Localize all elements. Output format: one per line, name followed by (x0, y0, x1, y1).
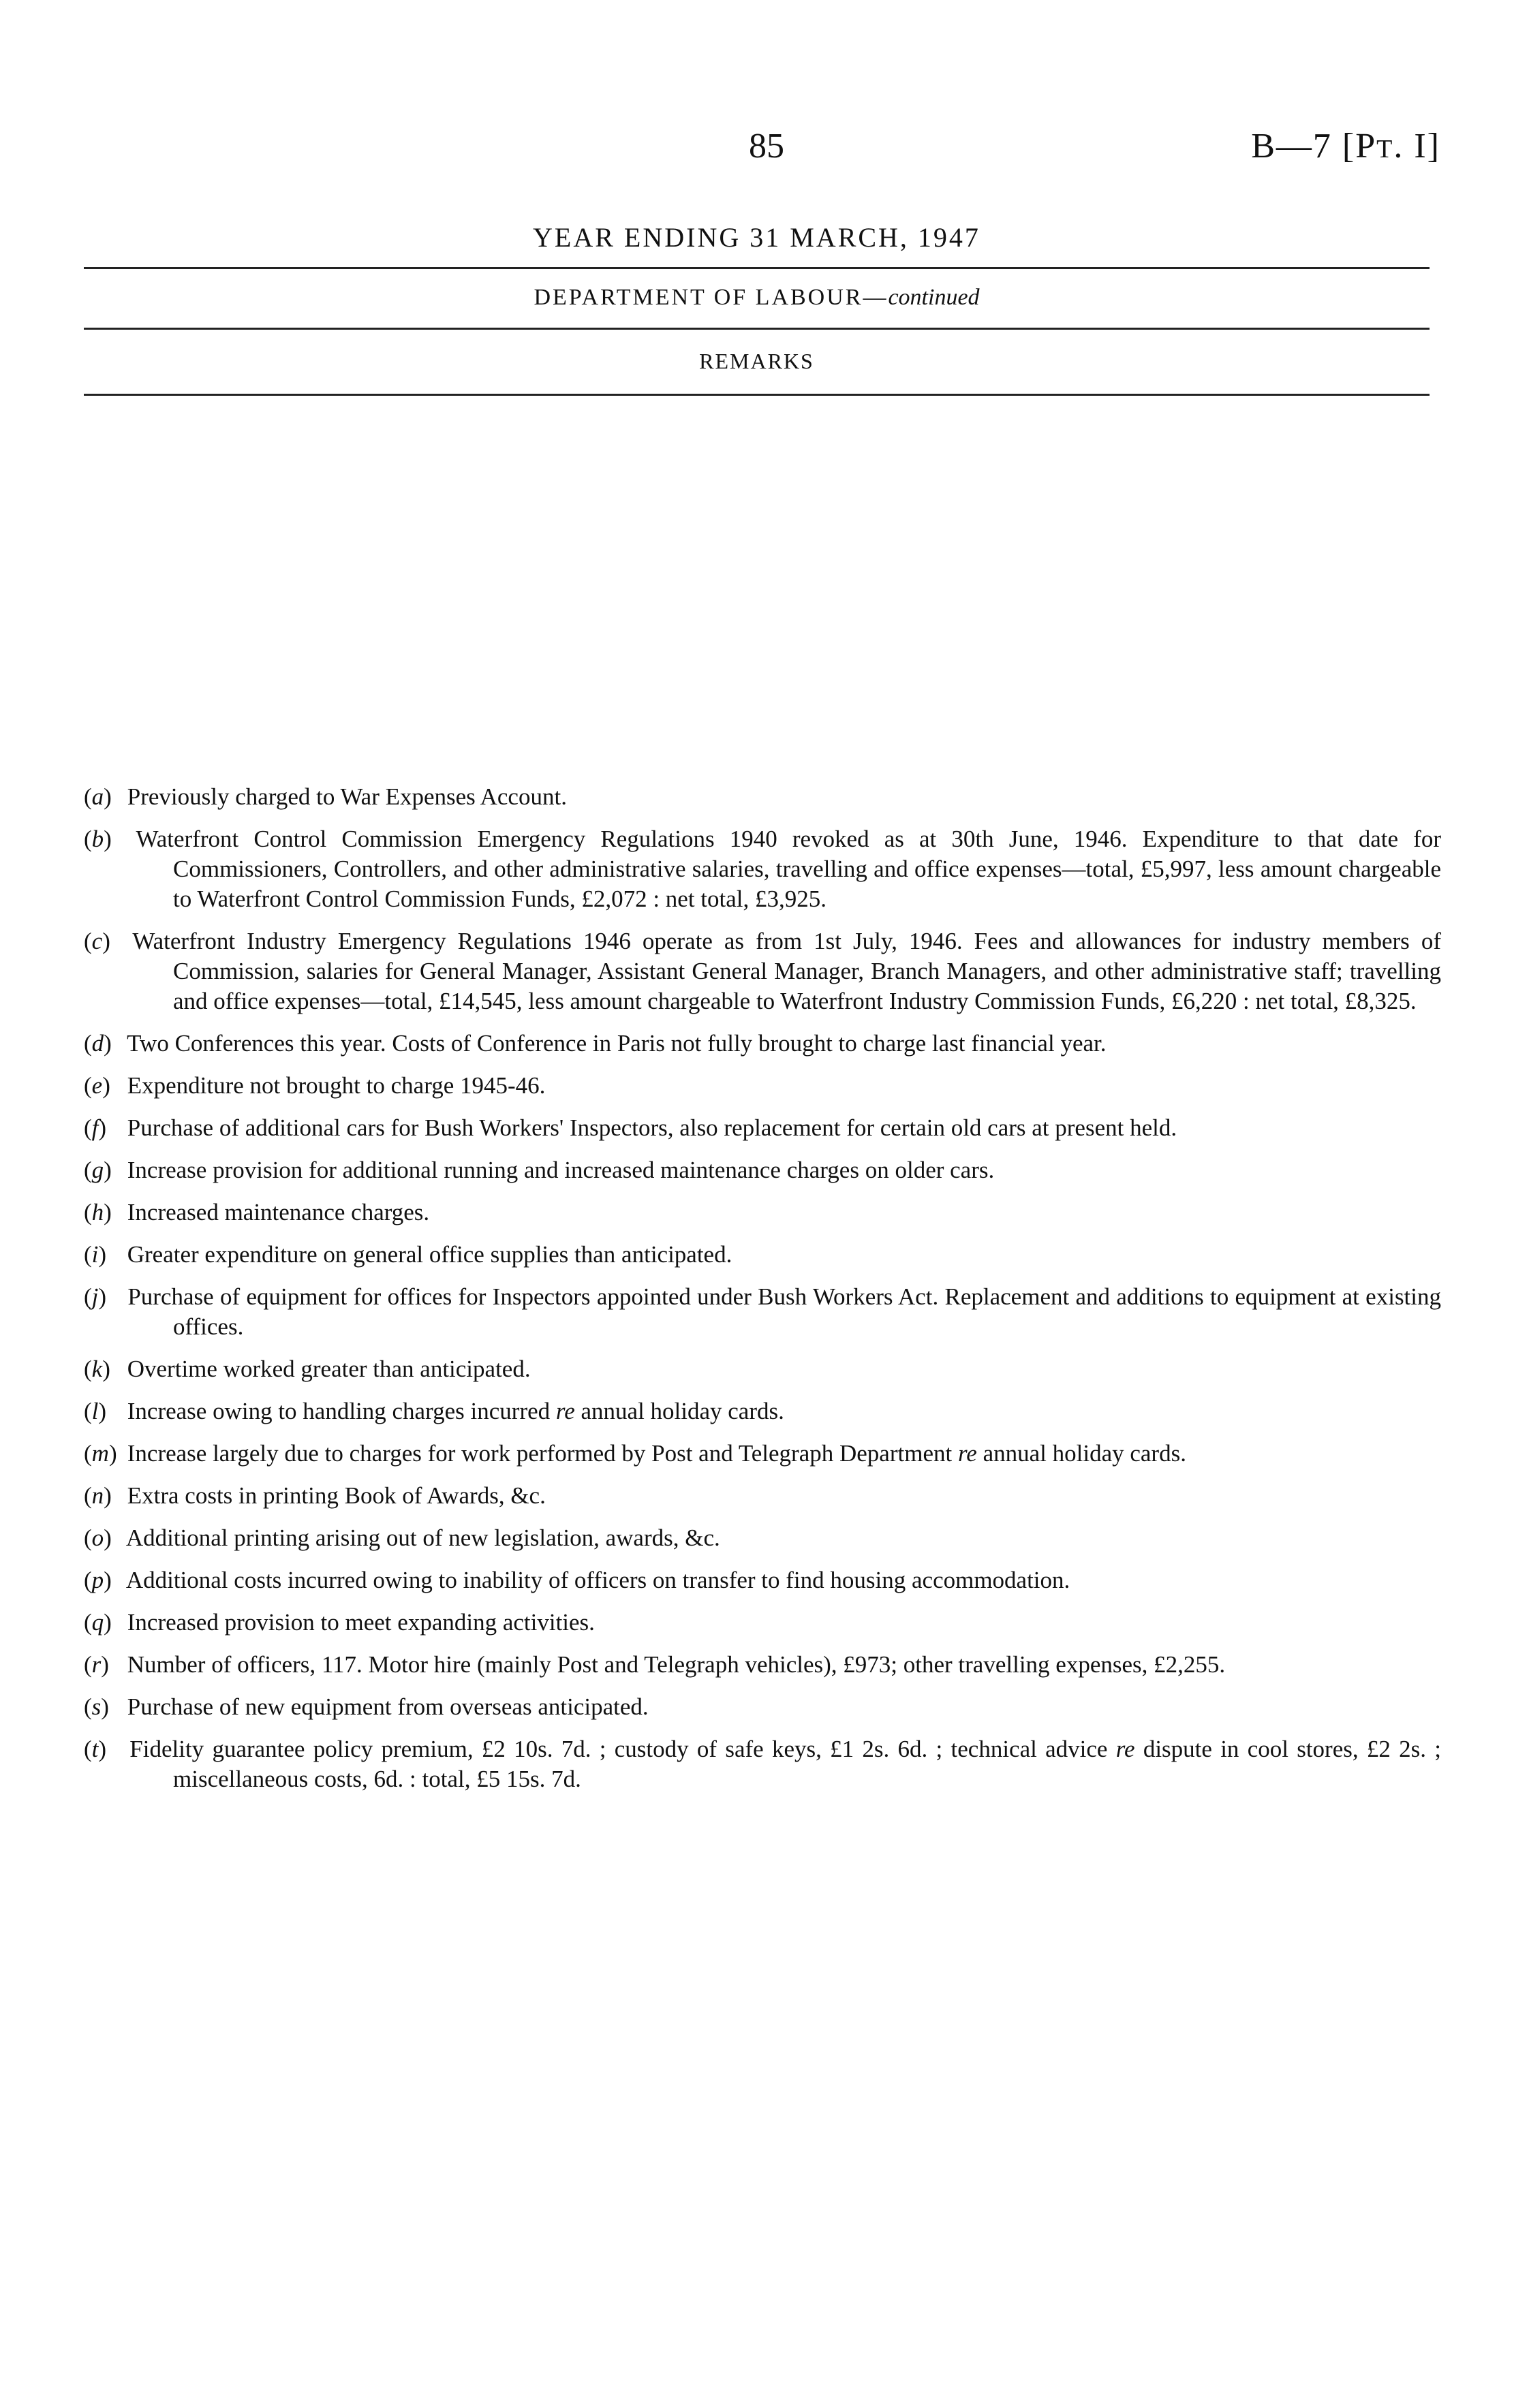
remark-text: Number of officers, 117. Motor hire (mainly Post and Telegraph vehicles), £973; other travelling expenses, £2,255. (127, 1651, 1226, 1678)
remark-label: (g) (84, 1157, 112, 1183)
remark-item (84, 1523, 1441, 1553)
remark-item (84, 1240, 1441, 1270)
remark-text: Fidelity guarantee policy premium, £2 10s. 7d. ; custody of safe keys, £1 2s. 6d. ; technical advice (129, 1736, 1116, 1762)
document-reference (1158, 126, 1440, 166)
remark-label: (r) (84, 1651, 109, 1678)
remark-label-letter: s (91, 1693, 102, 1720)
remark-label-letter: q (91, 1609, 104, 1636)
remark-label-letter: c (91, 928, 103, 954)
remark-label: (d) (84, 1030, 112, 1057)
remark-label: (s) (84, 1693, 109, 1720)
remark-label: (m) (84, 1440, 117, 1467)
remark-item (84, 1439, 1441, 1469)
remark-item (84, 1354, 1441, 1384)
remark-item (84, 1282, 1441, 1342)
remark-item (84, 1608, 1441, 1638)
remark-label-letter: l (91, 1398, 99, 1424)
remark-label: (e) (84, 1072, 110, 1099)
remark-label-letter: p (91, 1567, 104, 1593)
department-suffix: continued (888, 285, 980, 310)
remark-label-letter: j (91, 1283, 99, 1310)
remark-text: Extra costs in printing Book of Awards, &c. (127, 1482, 546, 1509)
remark-label: (f) (84, 1114, 107, 1141)
remark-text: Increased maintenance charges. (127, 1199, 430, 1225)
remark-text: Purchase of additional cars for Bush Workers' Inspectors, also replacement for certain old cars at present held. (127, 1114, 1177, 1141)
remark-text: Purchase of new equipment from overseas anticipated. (127, 1693, 649, 1720)
remark-label: (c) (84, 928, 110, 954)
page-number: 85 (749, 127, 784, 166)
remark-text: re (957, 1440, 977, 1467)
remark-label: (a) (84, 783, 112, 810)
department-name: DEPARTMENT OF LABOUR— (534, 285, 889, 310)
remark-item (84, 1071, 1441, 1101)
remark-text: dispute in cool stores, £2 2s. ; miscellaneous costs, 6d. : total, £5 15s. 7d. (173, 1736, 1442, 1792)
remark-item (84, 1198, 1441, 1228)
remark-text: re (1115, 1736, 1135, 1762)
divider (84, 328, 1430, 330)
department-heading (84, 285, 1430, 311)
remark-label: (p) (84, 1567, 112, 1593)
divider (84, 267, 1430, 269)
remark-label: (l) (84, 1398, 107, 1424)
remark-label-letter: t (91, 1736, 99, 1762)
reference-main: B—7 [P (1251, 127, 1377, 166)
remark-text: re (555, 1398, 575, 1424)
remark-text: Waterfront Industry Emergency Regulations 1946 operate as from 1st July, 1946. Fees and allowances for industry members of Commission, salaries for General Manager, Assistant General Manager, Branch Managers, and other administrative staff; travelling and office expenses—total, £14,545, less amount chargeable to Waterfront Industry Commission Funds, £6,220 : net total, £8,325. (132, 928, 1441, 1014)
remark-label-letter: k (91, 1356, 103, 1382)
remark-item (84, 1396, 1441, 1426)
remark-label: (n) (84, 1482, 112, 1509)
remark-item (84, 824, 1441, 914)
remark-label-letter: d (91, 1030, 104, 1057)
remark-label: (k) (84, 1356, 110, 1382)
remark-item (84, 1565, 1441, 1595)
remark-label: (i) (84, 1241, 107, 1268)
remark-item (84, 782, 1441, 812)
remark-label-letter: h (91, 1199, 104, 1225)
remark-item (84, 1692, 1441, 1722)
remark-label-letter: n (91, 1482, 104, 1509)
remark-label-letter: e (91, 1072, 103, 1099)
remark-text: Overtime worked greater than anticipated. (127, 1356, 531, 1382)
remark-item (84, 1113, 1441, 1143)
remark-text: annual holiday cards. (976, 1440, 1186, 1467)
remarks-list (84, 782, 1441, 1807)
remark-text: Two Conferences this year. Costs of Conference in Paris not fully brought to charge last financial year. (127, 1030, 1107, 1057)
section-heading: REMARKS (699, 349, 814, 373)
remark-item (84, 1650, 1441, 1680)
remark-item (84, 1481, 1441, 1511)
remark-text: Expenditure not brought to charge 1945-46. (127, 1072, 546, 1099)
remark-label: (q) (84, 1609, 112, 1636)
remark-label-letter: o (91, 1524, 104, 1551)
remark-label-letter: i (91, 1241, 99, 1268)
remark-text: Increase provision for additional running and increased maintenance charges on older cars. (127, 1157, 995, 1183)
reference-small: T (1376, 135, 1394, 163)
page-title: YEAR ENDING 31 MARCH, 1947 (533, 222, 980, 253)
remark-label: (o) (84, 1524, 112, 1551)
remark-label: (h) (84, 1199, 112, 1225)
remark-text: Additional costs incurred owing to inability of officers on transfer to find housing accommodation. (125, 1567, 1070, 1593)
remark-label: (b) (84, 826, 112, 852)
remark-text: Greater expenditure on general office supplies than anticipated. (127, 1241, 732, 1268)
remark-text: Previously charged to War Expenses Account. (127, 783, 567, 810)
remark-text: Increased provision to meet expanding activities. (127, 1609, 595, 1636)
remark-label-letter: r (91, 1651, 102, 1678)
remark-label-letter: m (91, 1440, 109, 1467)
remark-text: Increase largely due to charges for work performed by Post and Telegraph Department (127, 1440, 958, 1467)
remark-text: Purchase of equipment for offices for Inspectors appointed under Bush Workers Act. Replacement and additions to equipment at existing offices. (127, 1283, 1442, 1340)
divider (84, 394, 1430, 396)
remark-text: Increase owing to handling charges incurred (127, 1398, 556, 1424)
remark-text: annual holiday cards. (574, 1398, 784, 1424)
remark-label: (t) (84, 1736, 107, 1762)
remark-label-letter: g (91, 1157, 104, 1183)
remark-label-letter: f (91, 1114, 99, 1141)
remark-text: Additional printing arising out of new legislation, awards, &c. (125, 1524, 720, 1551)
remark-label: (j) (84, 1283, 107, 1310)
remark-item (84, 1155, 1441, 1185)
remark-item (84, 926, 1441, 1016)
reference-end: . I] (1393, 127, 1440, 166)
remark-text: Waterfront Control Commission Emergency Regulations 1940 revoked as at 30th June, 1946. Expenditure to that date for Commissioners, Controllers, and other administrative salaries, travelling and office expenses—total, £5,997, less amount chargeable to Waterfront Control Commission Funds, £2,072 : net total, £3,925. (136, 826, 1441, 912)
remark-item (84, 1734, 1441, 1794)
remark-item (84, 1029, 1441, 1059)
remark-label-letter: b (91, 826, 104, 852)
remark-label-letter: a (91, 783, 104, 810)
